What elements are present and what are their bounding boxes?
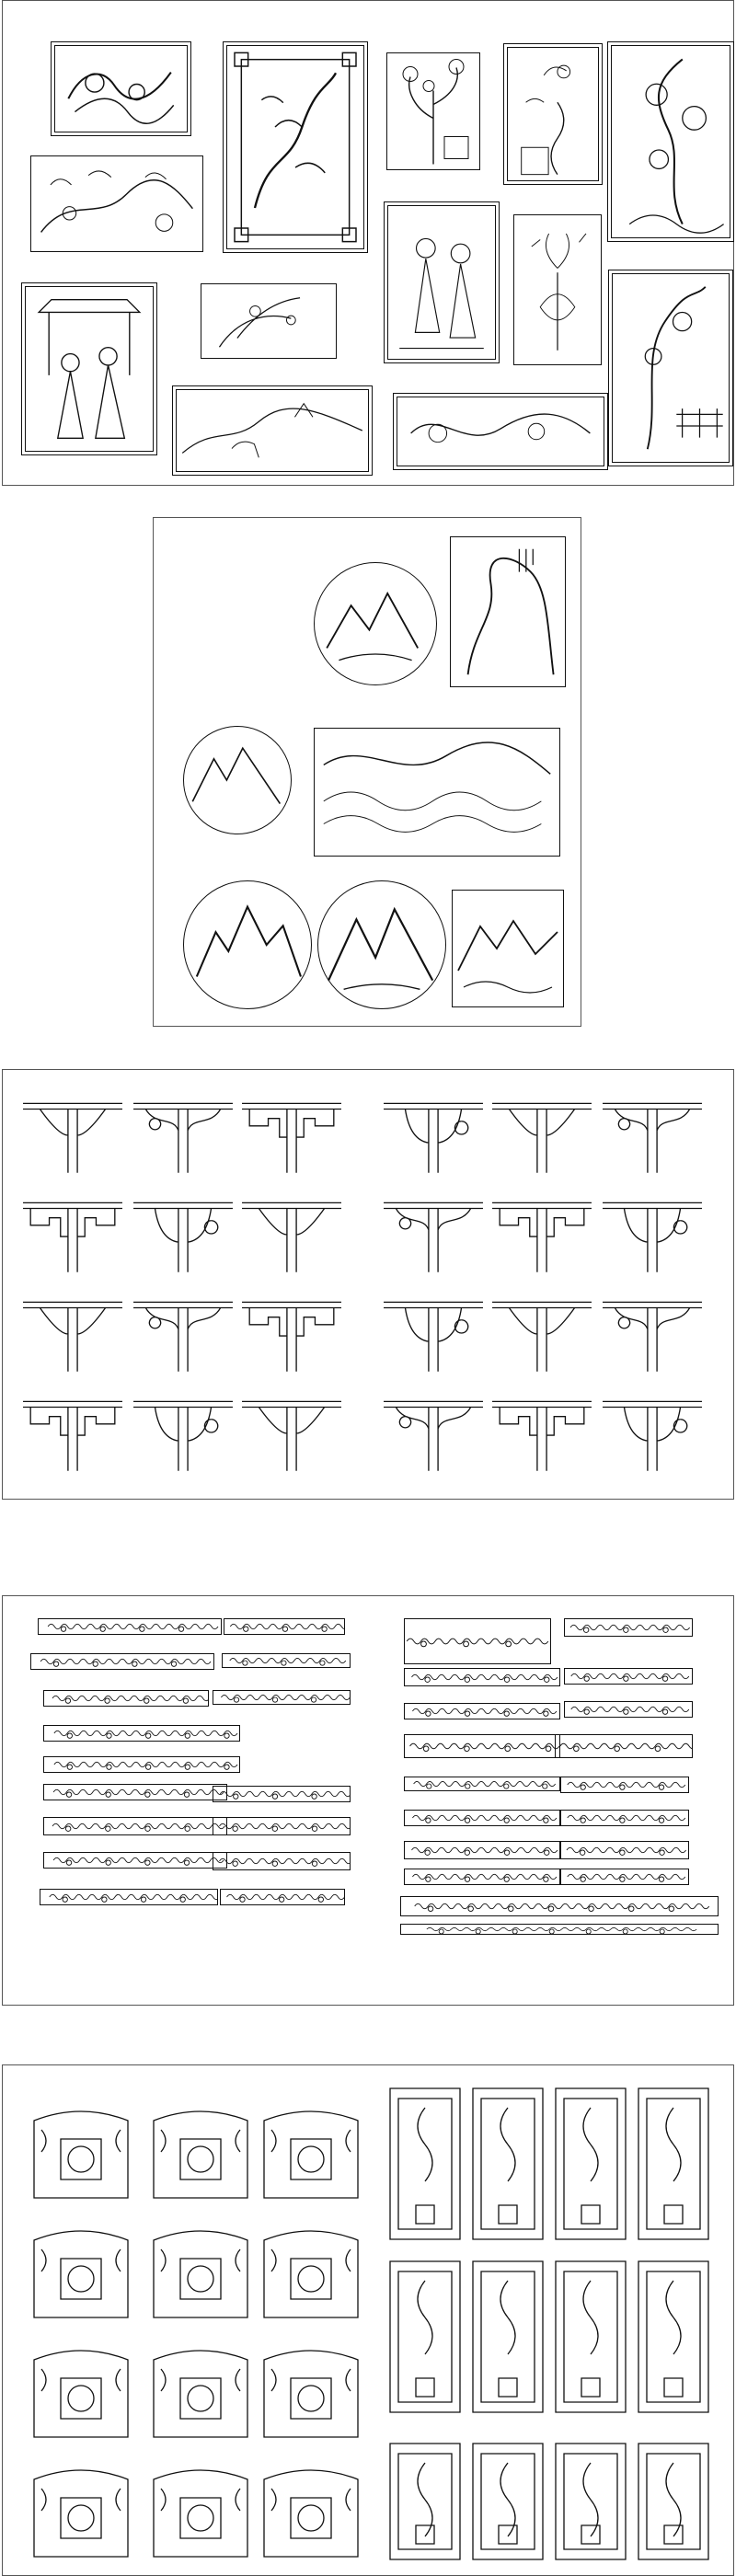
frieze-27 [404, 1810, 560, 1826]
bracket-1 [21, 1098, 124, 1173]
frieze-26 [560, 1777, 689, 1793]
lattice-panel-3 [260, 2102, 362, 2202]
medallion-mountain-a [314, 562, 437, 685]
bracket-8 [132, 1197, 235, 1272]
bracket-23 [490, 1396, 593, 1471]
frieze-21 [404, 1703, 560, 1719]
panel-peony-branch [611, 45, 730, 238]
frieze-3 [30, 1653, 214, 1670]
panel-river-waves [314, 728, 560, 857]
panel-pine-fretwork-frame [226, 45, 364, 249]
bracket-14 [132, 1296, 235, 1372]
lattice-panel-22 [470, 2441, 546, 2562]
lattice-panel-5 [150, 2222, 251, 2321]
bracket-15 [240, 1296, 343, 1372]
frieze-23 [404, 1734, 560, 1758]
frieze-19 [404, 1668, 560, 1686]
frieze-32 [560, 1869, 689, 1885]
bracket-11 [490, 1197, 593, 1272]
frieze-5 [43, 1690, 209, 1707]
frieze-2 [224, 1618, 345, 1635]
frieze-29 [404, 1841, 560, 1859]
frieze-15 [40, 1889, 218, 1905]
frieze-33 [400, 1896, 719, 1916]
frieze-22 [564, 1701, 693, 1718]
sheet-landscape-medallions [153, 517, 581, 1027]
frieze-10 [213, 1786, 351, 1802]
frieze-16 [220, 1889, 345, 1905]
panel-cliff-inscription [450, 536, 566, 687]
lattice-panel-13 [387, 2086, 463, 2242]
lattice-panel-14 [470, 2086, 546, 2242]
panel-vase-bird [507, 47, 599, 181]
sheet-frieze-borders [2, 1595, 734, 2006]
frieze-31 [404, 1869, 560, 1885]
lattice-panel-16 [636, 2086, 711, 2242]
lattice-panel-15 [553, 2086, 628, 2242]
frieze-7 [43, 1725, 240, 1742]
bracket-12 [601, 1197, 704, 1272]
bracket-21 [240, 1396, 343, 1471]
bracket-5 [490, 1098, 593, 1173]
lattice-panel-12 [260, 2461, 362, 2560]
medallion-peaks-a [183, 880, 312, 1009]
sheet-carved-panels [2, 0, 734, 486]
lattice-panel-10 [30, 2461, 132, 2560]
panel-birds-blossom-long [30, 155, 203, 252]
frieze-13 [43, 1852, 227, 1869]
lattice-panel-19 [553, 2259, 628, 2415]
lattice-panel-21 [387, 2441, 463, 2562]
frieze-9 [43, 1784, 227, 1800]
bracket-4 [382, 1098, 485, 1173]
bracket-7 [21, 1197, 124, 1272]
bracket-16 [382, 1296, 485, 1372]
bracket-6 [601, 1098, 704, 1173]
lattice-panel-18 [470, 2259, 546, 2415]
panel-cloudy-peaks [452, 890, 564, 1007]
frieze-18 [564, 1618, 693, 1637]
lattice-panel-1 [30, 2102, 132, 2202]
lattice-panel-23 [553, 2441, 628, 2562]
panel-tall-tree-fence [612, 273, 730, 463]
panel-vase-flowers-a [386, 52, 480, 170]
frieze-4 [222, 1653, 351, 1668]
panel-lotus-vase [513, 214, 602, 365]
sheet-window-lattice [2, 2064, 734, 2576]
frieze-24 [555, 1734, 693, 1758]
panel-scholars-figures [387, 205, 496, 360]
bracket-18 [601, 1296, 704, 1372]
bracket-3 [240, 1098, 343, 1173]
panel-orchid-sprig [201, 283, 337, 359]
medallion-peaks-b [317, 880, 446, 1009]
bracket-13 [21, 1296, 124, 1372]
lattice-panel-4 [30, 2222, 132, 2321]
frieze-34 [400, 1924, 719, 1935]
frieze-8 [43, 1756, 240, 1773]
bracket-24 [601, 1396, 704, 1471]
bracket-2 [132, 1098, 235, 1173]
frieze-17 [404, 1618, 551, 1664]
lattice-panel-11 [150, 2461, 251, 2560]
frieze-30 [560, 1841, 689, 1859]
lattice-panel-8 [150, 2341, 251, 2441]
frieze-1 [38, 1618, 222, 1635]
bracket-22 [382, 1396, 485, 1471]
panel-phoenix-scroll [397, 397, 604, 466]
sheet-corner-brackets [2, 1069, 734, 1500]
bracket-20 [132, 1396, 235, 1471]
panel-landscape-horse [176, 389, 369, 472]
lattice-panel-24 [636, 2441, 711, 2562]
frieze-25 [404, 1777, 560, 1791]
bracket-17 [490, 1296, 593, 1372]
lattice-panel-20 [636, 2259, 711, 2415]
frieze-14 [213, 1852, 351, 1870]
panel-flower-bird-rect [54, 45, 188, 132]
lattice-panel-2 [150, 2102, 251, 2202]
bracket-9 [240, 1197, 343, 1272]
frieze-6 [213, 1690, 351, 1705]
medallion-mountain-b [183, 726, 292, 834]
lattice-panel-17 [387, 2259, 463, 2415]
lattice-panel-9 [260, 2341, 362, 2441]
frieze-11 [43, 1817, 227, 1835]
panel-ladies-pavilion [25, 286, 154, 452]
bracket-10 [382, 1197, 485, 1272]
lattice-panel-6 [260, 2222, 362, 2321]
lattice-panel-7 [30, 2341, 132, 2441]
frieze-12 [213, 1817, 351, 1835]
frieze-28 [560, 1810, 689, 1826]
bracket-19 [21, 1396, 124, 1471]
frieze-20 [564, 1668, 693, 1685]
